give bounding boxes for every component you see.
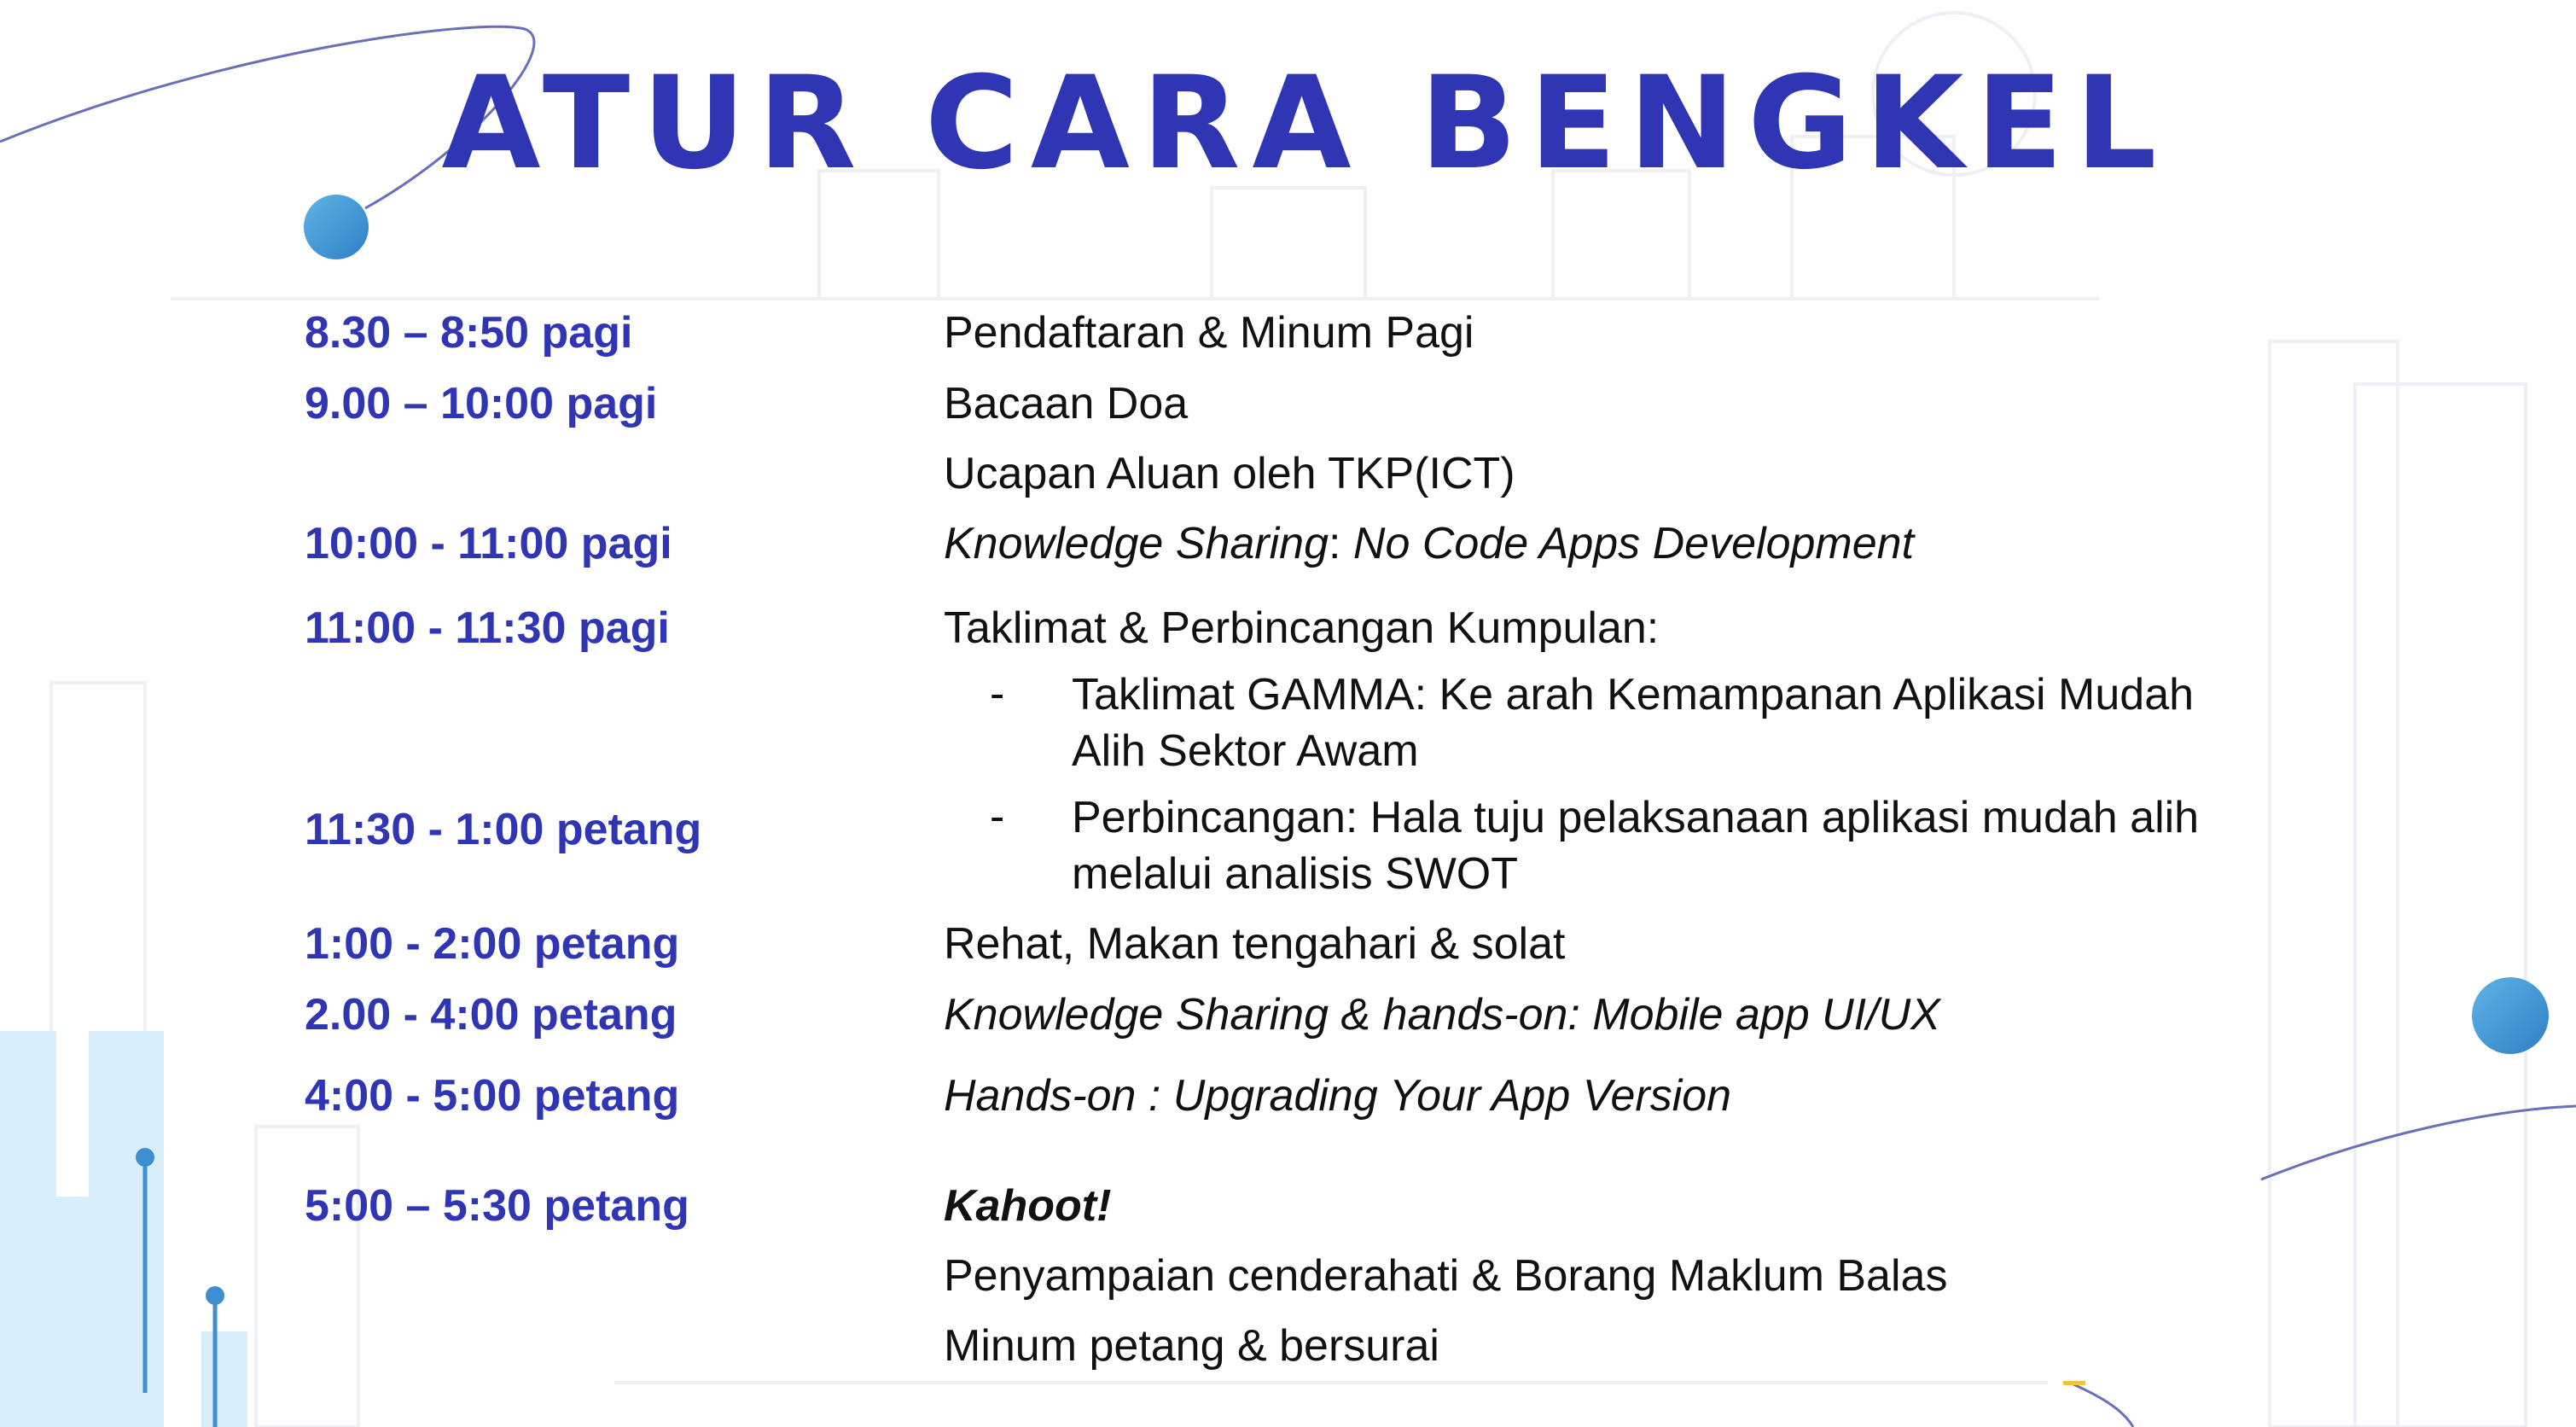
activity-1: Pendaftaran & Minum Pagi <box>944 308 1474 358</box>
time-slot-6: 11:30 - 1:00 petang <box>305 805 702 854</box>
activity-8: Knowledge Sharing & hands-on: Mobile app UI/UX <box>944 990 1940 1040</box>
activity-4-topic: Knowledge Sharing <box>944 519 1329 568</box>
activity-12: Minum petang & bersurai <box>944 1321 1439 1371</box>
activity-5: Taklimat & Perbincangan Kumpulan: <box>944 603 1660 653</box>
time-slot-7: 1:00 - 2:00 petang <box>305 919 680 969</box>
activity-2: Bacaan Doa <box>944 379 1189 428</box>
activity-10: Kahoot! <box>944 1181 1112 1231</box>
time-slot-2: 9.00 – 10:00 pagi <box>305 379 658 428</box>
bullet-mark-2: - <box>990 792 1005 842</box>
pin-markers <box>136 1148 224 1427</box>
activity-9: Hands-on : Upgrading Your App Version <box>944 1071 1732 1121</box>
time-slot-5: 11:00 - 11:30 pagi <box>305 603 670 653</box>
time-slot-9: 4:00 - 5:00 petang <box>305 1071 680 1121</box>
bullet-mark-1: - <box>990 669 1005 719</box>
activity-4-title: No Code Apps Development <box>1352 519 1915 568</box>
time-slot-1: 8.30 – 8:50 pagi <box>305 308 633 358</box>
bullet-item-1: Taklimat GAMMA: Ke arah Kemampanan Aplikasi Mudah Alih Sektor Awam <box>1072 670 2195 776</box>
activity-11: Penyampaian cenderahati & Borang Maklum Balas <box>944 1251 1948 1301</box>
activity-7: Rehat, Makan tengahari & solat <box>944 919 1566 969</box>
orbit-arc-right <box>2261 1106 2576 1179</box>
activity-3: Ucapan Aluan oleh TKP(ICT) <box>944 449 1515 498</box>
blue-ball-right <box>2472 977 2549 1054</box>
blue-ball-top-left <box>304 195 369 259</box>
orbit-arc-bottom <box>2073 1384 2133 1427</box>
time-slot-8: 2.00 - 4:00 petang <box>305 990 677 1040</box>
yellow-dash <box>2063 1381 2085 1385</box>
activity-4-separator: : <box>1329 519 1353 568</box>
activity-4 <box>944 518 1914 569</box>
blue-blocks <box>0 1031 247 1427</box>
time-slot-10: 5:00 – 5:30 petang <box>305 1181 689 1231</box>
bullet-item-2: Perbincangan: Hala tuju pelaksanaan aplikasi mudah alih melalui analisis SWOT <box>1072 793 2200 899</box>
time-slot-4: 10:00 - 11:00 pagi <box>305 519 672 568</box>
page-title: ATUR CARA BENGKEL <box>441 50 2169 198</box>
